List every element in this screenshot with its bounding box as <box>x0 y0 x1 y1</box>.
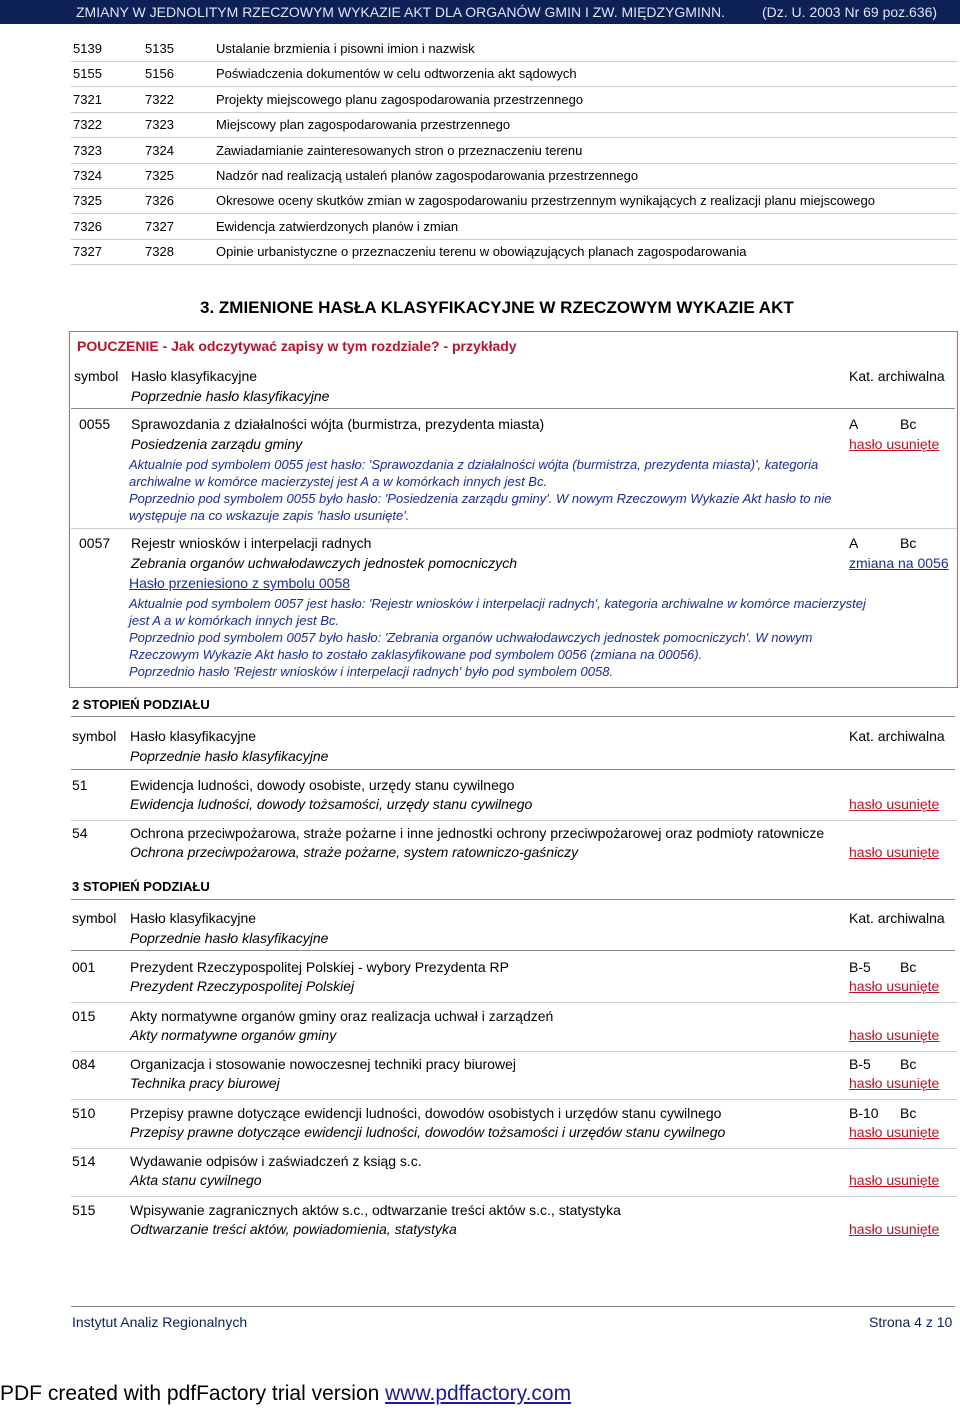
row-haslo: Wydawanie odpisów i zaświadczeń z ksiąg s.c. <box>130 1153 422 1169</box>
row-prev: Ewidencja ludności, dowody tożsamości, urzędy stanu cywilnego <box>130 796 533 812</box>
table-description: Projekty miejscowego planu zagospodarowania przestrzennego <box>216 91 584 107</box>
row-status: hasło usunięte <box>849 1172 940 1188</box>
table-description: Opinie urbanistyczne o przeznaczeniu terenu w obowiązujących planach zagospodarowania <box>216 244 747 260</box>
ex2-moved: Hasło przeniesiono z symbolu 0058 <box>129 575 351 591</box>
l3-col-symbol: symbol <box>72 910 117 926</box>
pdf-footer-text: PDF created with pdfFactory trial version <box>0 1382 386 1405</box>
row-prev: Prezydent Rzeczypospolitej Polskiej <box>130 978 355 994</box>
table-old-symbol: 7322 <box>73 117 102 133</box>
footer-divider <box>71 1306 955 1307</box>
row-symbol: 54 <box>72 825 88 841</box>
table-row-divider <box>71 61 957 62</box>
row-status: hasło usunięte <box>849 844 940 860</box>
divider <box>71 950 955 951</box>
row-kat2: Bc <box>900 1056 917 1072</box>
table-old-symbol: 7326 <box>73 218 102 234</box>
row-status: hasło usunięte <box>849 1075 940 1091</box>
row-prev: Ochrona przeciwpożarowa, straże pożarne, system ratowniczo-gaśniczy <box>130 844 579 860</box>
l2-col-haslo: Hasło klasyfikacyjne <box>130 728 257 744</box>
row-symbol: 001 <box>72 959 96 975</box>
table-row-divider <box>71 137 957 138</box>
row-symbol: 015 <box>72 1007 96 1024</box>
row-haslo: Akty normatywne organów gminy oraz realizacja uchwał i zarządzeń <box>130 1007 554 1024</box>
row-divider <box>71 1002 957 1003</box>
ex2-symbol: 0057 <box>79 535 111 551</box>
row-divider <box>71 1051 957 1052</box>
table-new-symbol: 7322 <box>145 91 174 107</box>
divider <box>71 408 955 409</box>
row-divider <box>71 1099 957 1100</box>
table-description: Nadzór nad realizacją ustaleń planów zagospodarowania przestrzennego <box>216 168 639 183</box>
col-kat: Kat. archiwalna <box>849 368 945 384</box>
row-status: hasło usunięte <box>849 1220 940 1237</box>
header-title: ZMIANY W JEDNOLITYM RZECZOWYM WYKAZIE AKT DLA ORGANÓW GMIN I ZW. MIĘDZYGMINN. <box>76 4 725 20</box>
level3-title: 3 STOPIEŃ PODZIAŁU <box>72 879 210 894</box>
table-old-symbol: 7327 <box>73 244 102 260</box>
row-symbol: 084 <box>72 1056 96 1072</box>
table-row-divider <box>71 188 957 189</box>
row-kat2: Bc <box>900 1104 917 1121</box>
row-kat2: Bc <box>900 959 917 975</box>
table-description: Miejscowy plan zagospodarowania przestrzennego <box>216 117 511 133</box>
ex2-haslo: Rejestr wniosków i interpelacji radnych <box>131 535 372 551</box>
row-symbol: 51 <box>72 777 88 793</box>
table-old-symbol: 7325 <box>73 193 102 209</box>
table-old-symbol: 7323 <box>73 142 102 158</box>
divider <box>71 769 955 770</box>
l2-col-kat: Kat. archiwalna <box>849 728 945 744</box>
table-new-symbol: 7326 <box>145 193 174 209</box>
table-old-symbol: 5155 <box>73 66 102 82</box>
table-description: Okresowe oceny skutków zmian w zagospodarowaniu przestrzennym wynikających z realizacji planu miejscowego <box>216 193 875 209</box>
row-prev: Akta stanu cywilnego <box>130 1172 262 1188</box>
header-ref: (Dz. U. 2003 Nr 69 poz.636) <box>762 4 938 20</box>
pdf-footer-link[interactable]: www.pdffactory.com <box>385 1382 572 1405</box>
pouczenie-title: POUCZENIE - Jak odczytywać zapisy w tym rozdziale? - przykłady <box>77 338 517 354</box>
ex2-kat1: A <box>849 535 859 551</box>
table-new-symbol: 7324 <box>145 142 174 158</box>
l2-col-prev: Poprzednie hasło klasyfikacyjne <box>130 748 329 764</box>
ex1-prev: Posiedzenia zarządu gminy <box>131 436 303 452</box>
ex2-note5: Poprzednio hasło 'Rejestr wniosków i interpelacji radnych' było pod symbolem 0058. <box>129 664 614 679</box>
ex1-symbol: 0055 <box>79 416 111 432</box>
row-status: hasło usunięte <box>849 796 940 812</box>
l3-col-prev: Poprzednie hasło klasyfikacyjne <box>130 930 329 946</box>
row-divider <box>71 1148 957 1149</box>
ex2-note1: Aktualnie pod symbolem 0057 jest hasło: 'Rejestr wniosków i interpelacji radnych', kategoria archiwalne w komórce macierzystej <box>129 596 866 611</box>
row-haslo: Wpisywanie zagranicznych aktów s.c., odtwarzanie treści aktów s.c., statystyka <box>130 1201 621 1218</box>
row-prev: Przepisy prawne dotyczące ewidencji ludności, dowodów tożsamości i urzędów stanu cywilnego <box>130 1123 726 1140</box>
table-description: Poświadczenia dokumentów w celu odtworzenia akt sądowych <box>216 66 577 82</box>
col-haslo: Hasło klasyfikacyjne <box>131 368 258 384</box>
table-row-divider <box>71 163 957 164</box>
divider <box>71 899 955 900</box>
table-old-symbol: 5139 <box>73 41 102 56</box>
row-prev: Odtwarzanie treści aktów, powiadomienia, statystyka <box>130 1220 457 1237</box>
ex1-status: hasło usunięte <box>849 436 940 452</box>
row-kat1: B-5 <box>849 959 871 975</box>
l3-col-kat: Kat. archiwalna <box>849 910 945 926</box>
row-symbol: 515 <box>72 1201 96 1218</box>
row-prev: Akty normatywne organów gminy <box>130 1026 337 1043</box>
table-new-symbol: 7323 <box>145 117 174 133</box>
table-row-divider <box>71 86 957 87</box>
table-old-symbol: 7321 <box>73 91 102 107</box>
row-divider <box>71 820 957 821</box>
table-new-symbol: 7328 <box>145 244 174 260</box>
footer-page: Strona 4 z 10 <box>869 1314 953 1330</box>
table-new-symbol: 5135 <box>145 41 174 56</box>
table-description: Ustalanie brzmienia i pisowni imion i nazwisk <box>216 41 475 56</box>
ex2-note3: Poprzednio pod symbolem 0057 było hasło: 'Zebrania organów uchwałodawczych jednostek pomocniczych'. W nowym <box>129 630 813 645</box>
row-kat1: B-10 <box>849 1104 879 1121</box>
table-row-divider <box>71 264 957 265</box>
table-new-symbol: 5156 <box>145 66 174 82</box>
page-header <box>0 0 960 24</box>
l3-col-haslo: Hasło klasyfikacyjne <box>130 910 257 926</box>
row-status: hasło usunięte <box>849 1123 940 1140</box>
ex2-note4: Rzeczowym Wykazie Akt hasło to zostało zaklasyfikowane pod symbolem 0056 (zmiana na 00056). <box>129 647 703 662</box>
section3-title: 3. ZMIENIONE HASŁA KLASYFIKACYJNE W RZECZOWYM WYKAZIE AKT <box>200 298 794 317</box>
ex2-note2: jest A a w komórkach innych jest Bc. <box>129 613 340 628</box>
ex1-note2: archiwalne w komórce macierzystej jest A a w komórkach innych jest Bc. <box>129 474 548 489</box>
table-row-divider <box>71 213 957 214</box>
row-divider <box>71 528 957 529</box>
footer-institution: Instytut Analiz Regionalnych <box>72 1314 248 1330</box>
table-description: Zawiadamianie zainteresowanych stron o przeznaczeniu terenu <box>216 142 583 158</box>
ex2-kat2: Bc <box>900 535 917 551</box>
table-row-divider <box>71 112 957 113</box>
row-status: hasło usunięte <box>849 978 940 994</box>
ex1-kat1: A <box>849 416 859 432</box>
table-old-symbol: 7324 <box>73 168 102 183</box>
row-haslo: Przepisy prawne dotyczące ewidencji ludności, dowodów osobistych i urzędów stanu cywilnego <box>130 1104 722 1121</box>
row-haslo: Prezydent Rzeczypospolitej Polskiej - wybory Prezydenta RP <box>130 959 509 975</box>
col-symbol: symbol <box>74 368 119 384</box>
table-row-divider <box>71 239 957 240</box>
ex2-status: zmiana na 0056 <box>849 555 949 571</box>
ex1-kat2: Bc <box>900 416 917 432</box>
row-symbol: 510 <box>72 1104 96 1121</box>
pdf-footer <box>0 1382 571 1406</box>
row-status: hasło usunięte <box>849 1026 940 1043</box>
table-new-symbol: 7325 <box>145 168 174 183</box>
ex2-prev: Zebrania organów uchwałodawczych jednostek pomocniczych <box>131 555 517 571</box>
divider <box>71 716 955 717</box>
table-new-symbol: 7327 <box>145 218 174 234</box>
l2-col-symbol: symbol <box>72 728 117 744</box>
ex1-note4: występuje na co wskazuje zapis 'hasło usunięte'. <box>129 508 410 523</box>
row-haslo: Organizacja i stosowanie nowoczesnej techniki pracy biurowej <box>130 1056 516 1072</box>
ex1-haslo: Sprawozdania z działalności wójta (burmistrza, prezydenta miasta) <box>131 416 545 432</box>
row-haslo: Ochrona przeciwpożarowa, straże pożarne i inne jednostki ochrony przeciwpożarowej oraz podmioty ratownicze <box>130 825 825 841</box>
row-prev: Technika pracy biurowej <box>130 1075 280 1091</box>
row-divider <box>71 1196 957 1197</box>
row-symbol: 514 <box>72 1153 96 1169</box>
col-prev: Poprzednie hasło klasyfikacyjne <box>131 388 330 404</box>
table-description: Ewidencja zatwierdzonych planów i zmian <box>216 218 459 234</box>
row-kat1: B-5 <box>849 1056 871 1072</box>
row-haslo: Ewidencja ludności, dowody osobiste, urzędy stanu cywilnego <box>130 777 515 793</box>
ex1-note3: Poprzednio pod symbolem 0055 było hasło: 'Posiedzenia zarządu gminy'. W nowym Rzeczowym Wykazie Akt hasło to nie <box>129 491 832 506</box>
ex1-note1: Aktualnie pod symbolem 0055 jest hasło: 'Sprawozdania z działalności wójta (burmistrza, prezydenta miasta)', kategoria <box>129 457 819 472</box>
level2-title: 2 STOPIEŃ PODZIAŁU <box>72 697 210 712</box>
